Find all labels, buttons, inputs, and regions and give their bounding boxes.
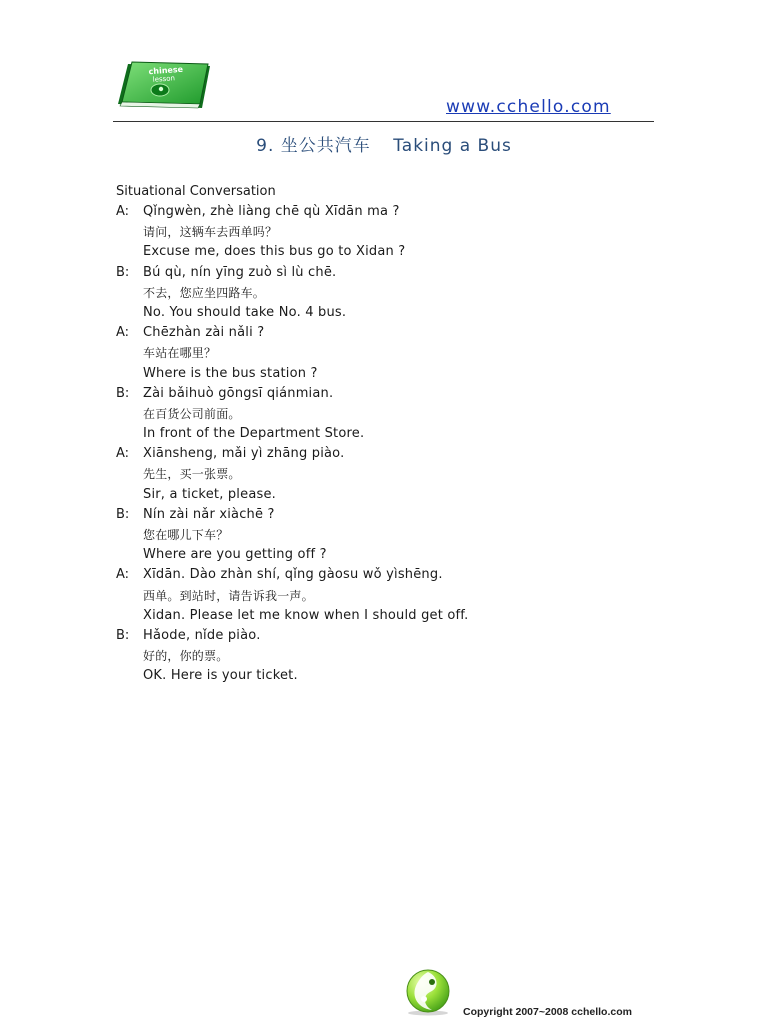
english-line: In front of the Department Store. [143,426,365,442]
header-divider [113,121,654,122]
chinese-line: 不去，您应坐四路车。 [143,285,266,300]
pinyin-line: Nín zài nǎr xiàchē ? [143,506,275,522]
conversation-turn [116,565,676,626]
speaker-label: A: [116,325,130,341]
chinese-line: 车站在哪里？ [143,346,217,361]
english-line: Xidan. Please let me know when I should get off. [143,607,469,623]
pinyin-line: Bú qù, nín yīng zuò sì lù chē. [143,264,337,280]
speaker-label: B: [116,506,130,522]
speaker-label: B: [116,385,130,401]
pinyin-line: Xīdān. Dào zhàn shí, qǐng gàosu wǒ yìshēng. [143,567,443,583]
pinyin-line: Chēzhàn zài nǎli ? [143,325,265,341]
chinese-line: 西单。到站时，请告诉我一声。 [143,588,314,603]
english-line: OK. Here is your ticket. [143,668,298,684]
english-line: Where are you getting off ? [143,547,327,563]
speaker-label: B: [116,627,130,643]
section-title: Situational Conversation [116,184,276,199]
pinyin-line: Qǐngwèn, zhè liàng chē qù Xīdān ma ? [143,204,400,219]
conversation-turn [116,323,676,384]
chinese-line: 请问，这辆车去西单吗？ [143,225,278,240]
english-line: Sir, a ticket, please. [143,486,276,502]
lesson-title [0,131,768,156]
chinese-lesson-book-logo [114,58,212,110]
chinese-line: 先生，买一张票。 [143,467,241,482]
lesson-title-chinese: 坐公共汽车 [280,136,371,156]
conversation-turn [116,505,676,566]
english-line: Excuse me, does this bus go to Xidan ? [143,244,406,260]
logo-lettering: chinese [148,64,184,77]
svg-text:lesson: lesson [152,74,176,84]
lesson-number: 9. [256,136,275,156]
english-line: No. You should take No. 4 bus. [143,304,347,320]
cchello-footer-logo-icon [402,966,454,1016]
pinyin-line: Hǎode, nǐde piào. [143,627,261,643]
chinese-line: 在百货公司前面。 [143,406,241,421]
conversation-turn [116,263,676,324]
english-line: Where is the bus station ? [143,365,318,381]
site-link[interactable]: www.cchello.com [446,97,611,117]
conversation-section [116,182,676,687]
lesson-title-english: Taking a Bus [393,136,512,156]
conversation-turn [116,202,676,263]
speaker-label: A: [116,567,130,583]
speaker-label: B: [116,264,130,280]
chinese-line: 好的，你的票。 [143,649,229,664]
conversation-turn [116,626,676,687]
speaker-label: A: [116,446,130,462]
conversation-turn [116,444,676,505]
copyright-text: Copyright 2007~2008 cchello.com [463,1006,632,1018]
chinese-line: 您在哪儿下车？ [143,528,229,542]
pinyin-line: Zài bǎihuò gōngsī qiánmian. [143,385,334,401]
speaker-label: A: [116,204,130,219]
conversation-turn [116,384,676,445]
pinyin-line: Xiānsheng, mǎi yì zhāng piào. [143,446,345,462]
